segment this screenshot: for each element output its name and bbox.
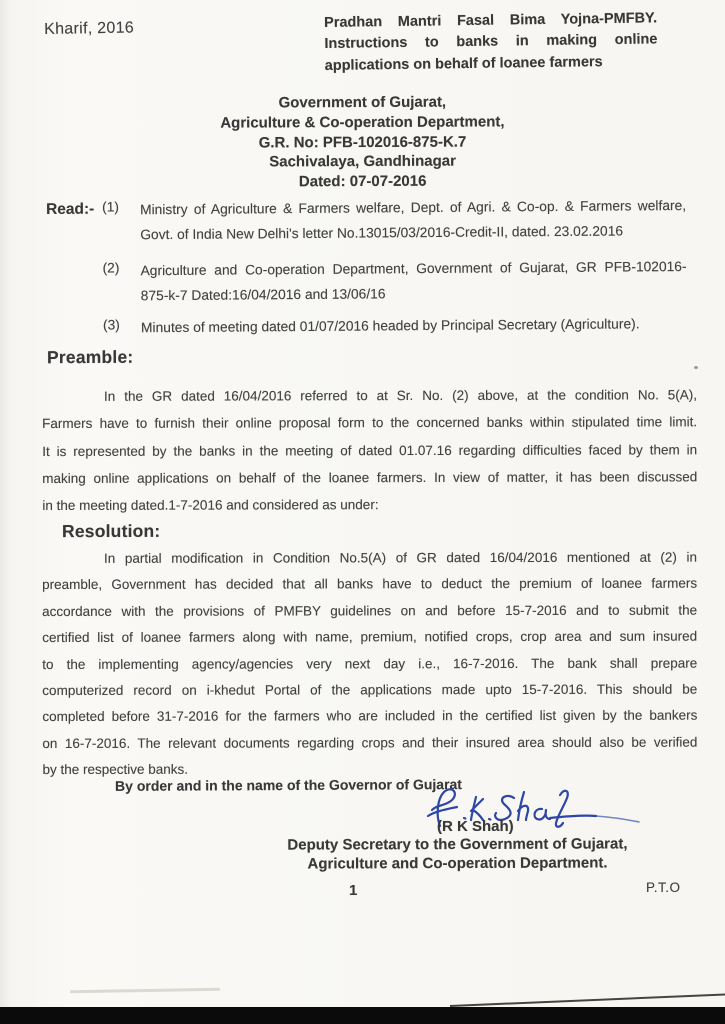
resolution-line: preamble, Government has decided that all banks have to deduct the premium of loanee farmers — [42, 576, 698, 593]
header-subject-line: Instructions to banks in making online — [324, 31, 658, 53]
letterhead-address: Sachivalaya, Gandhinagar — [269, 152, 456, 171]
preamble-line: in the meeting dated.1-7-2016 and considered as under: — [42, 497, 379, 514]
signatory-name: (R K Shah) — [437, 818, 514, 835]
header-subject-line: applications on behalf of loanee farmers — [324, 53, 603, 74]
preamble-line: It is represented by the banks in the meeting of dated 01.07.16 regarding difficulties faced by them in — [42, 441, 698, 459]
read-item-text — [140, 194, 686, 247]
resolution-line: on 16-7-2016. The relevant documents regarding crops and their insured area should also be verified — [42, 734, 698, 751]
pto-label: P.T.O — [646, 880, 681, 895]
read-item-number: (3) — [102, 317, 120, 333]
resolution-line: to the implementing agency/agencies very next day i.e., 16-7-2016. The bank shall prepare — [42, 655, 698, 672]
read-item-1 — [102, 194, 686, 248]
read-item-line: Minutes of meeting dated 01/07/2016 headed by Principal Secretary (Agriculture). — [140, 316, 640, 336]
read-label: Read:- — [46, 200, 95, 218]
read-item-line: 875-k-7 Dated:16/04/2016 and 13/06/16 — [140, 286, 386, 304]
letterhead — [40, 93, 685, 195]
header-subject-line: Pradhan Mantri Fasal Bima Yojna-PMFBY. — [324, 10, 658, 31]
read-item-number: (1) — [102, 199, 119, 215]
resolution-line: certified list of loanee farmers along with name, premium, notified crops, crop area and sum insured — [42, 628, 698, 646]
scan-smudge — [70, 988, 220, 994]
header-season: Kharif, 2016 — [44, 19, 135, 38]
resolution-heading: Resolution: — [61, 520, 161, 542]
read-section — [46, 194, 687, 342]
read-item-line: Ministry of Agriculture & Farmers welfare, Dept. of Agri. & Co-op. & Farmers welfare, — [140, 197, 687, 218]
letterhead-gr-number: G.R. No: PFB-102016-875-K.7 — [258, 133, 467, 152]
preamble-line: In the GR dated 16/04/2016 referred to at Sr. No. (2) above, at the condition No. 5(A), — [104, 387, 698, 404]
read-item-number: (2) — [102, 260, 120, 276]
letterhead-department: Agriculture & Co-operation Department, — [220, 113, 505, 132]
read-item-text — [140, 255, 686, 308]
preamble-paragraph — [42, 381, 697, 519]
read-item-line: Govt. of India New Delhi's letter No.13015/03/2016-Credit-II, dated. 23.02.2016 — [140, 223, 624, 242]
preamble-heading: Preamble: — [46, 346, 134, 368]
read-item-3 — [103, 312, 687, 341]
paper-edge-line — [450, 993, 725, 1007]
read-item-line: Agriculture and Co-operation Department, Government of Gujarat, GR PFB-102016- — [140, 259, 687, 279]
resolution-line: In partial modification in Condition No.5(A) of GR dated 16/04/2016 mentioned at (2) in — [104, 549, 698, 566]
resolution-line: computerized record on i-khedut Portal of the applications made upto 15-7-2016. This should be — [42, 681, 698, 698]
preamble-line: making online applications on behalf of the loanee farmers. In view of matter, it has been discussed — [42, 469, 698, 486]
resolution-paragraph — [42, 545, 697, 784]
header-subject — [324, 10, 658, 79]
signatory-title-line: Agriculture and Co-operation Department. — [307, 854, 608, 873]
resolution-line: accordance with the provisions of PMFBY guidelines on and before 15-7-2016 and to submit the — [42, 602, 698, 619]
preamble-line: Farmers have to furnish their online proposal form to the concerned banks within stipulated time limit. — [42, 414, 698, 432]
resolution-line: by the respective banks. — [42, 761, 189, 778]
resolution-line: completed before 31-7-2016 for the farmers who are included in the certified list given by the bankers — [42, 707, 698, 725]
letterhead-government: Government of Gujarat, — [278, 93, 447, 112]
scan-speck — [694, 366, 698, 369]
read-item-text — [141, 312, 687, 341]
page-number: 1 — [349, 882, 358, 899]
letterhead-date: Dated: 07-07-2016 — [298, 172, 427, 191]
signatory-title — [280, 835, 635, 874]
signatory-title-line: Deputy Secretary to the Government of Gujarat, — [287, 835, 628, 854]
by-order-line: By order and in the name of the Governor of Gujarat — [114, 776, 462, 794]
read-item-2 — [102, 255, 686, 309]
scanner-bed-bar — [0, 1007, 725, 1024]
